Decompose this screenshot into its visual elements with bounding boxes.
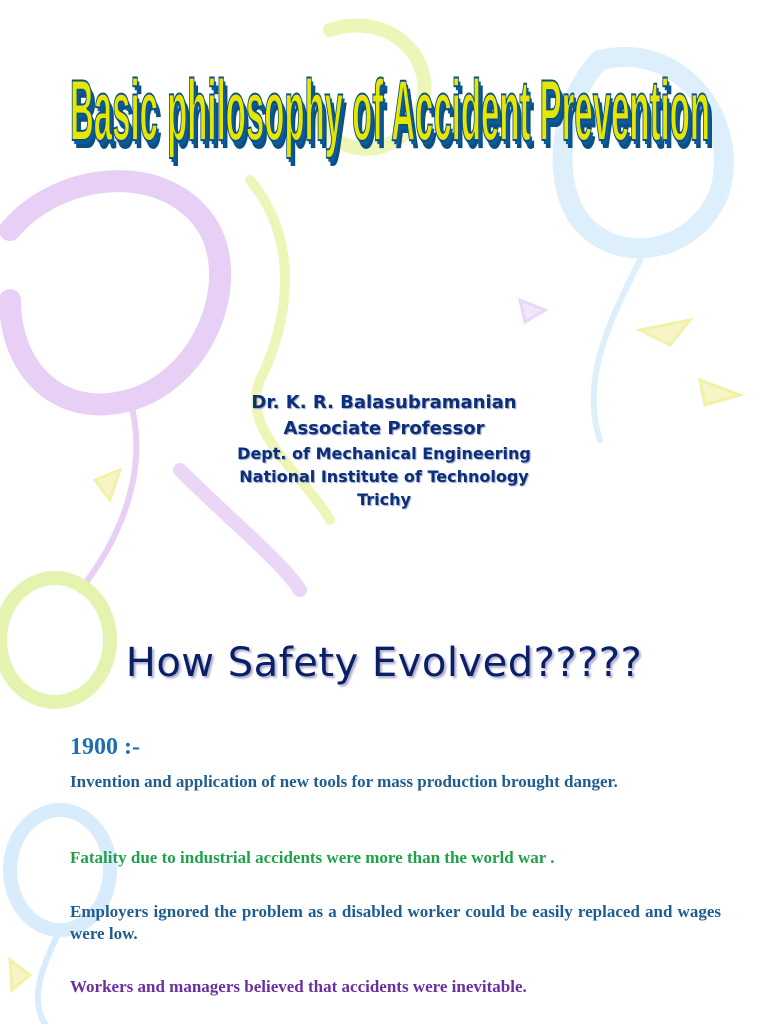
title-shadow-2: Basic philosophy of Accident Prevention [71,66,712,164]
author-block [0,390,768,511]
author-position: Associate Professor [283,418,485,439]
section-heading: How Safety Evolved????? [125,640,643,686]
paragraph-4: Workers and managers believed that accidents were inevitable. [70,977,527,996]
paragraph-3: Employers ignored the problem as a disabled worker could be easily replaced and wages were low. [70,902,721,943]
title-shadow-1: Basic philosophy of Accident Prevention [73,70,714,168]
paragraph-1: Invention and application of new tools for mass production brought danger. [70,772,618,791]
section-year: 1900 :- [70,734,140,760]
author-institute: National Institute of Technology [239,467,529,486]
author-name: Dr. K. R. Balasubramanian [251,392,517,413]
title-wordart [40,40,740,200]
paragraph-2: Fatality due to industrial accidents were more than the world war . [70,848,555,867]
author-department: Dept. of Mechanical Engineering [237,444,531,463]
author-city: Trichy [357,490,411,509]
title-text: Basic philosophy of Accident Prevention [69,62,710,160]
